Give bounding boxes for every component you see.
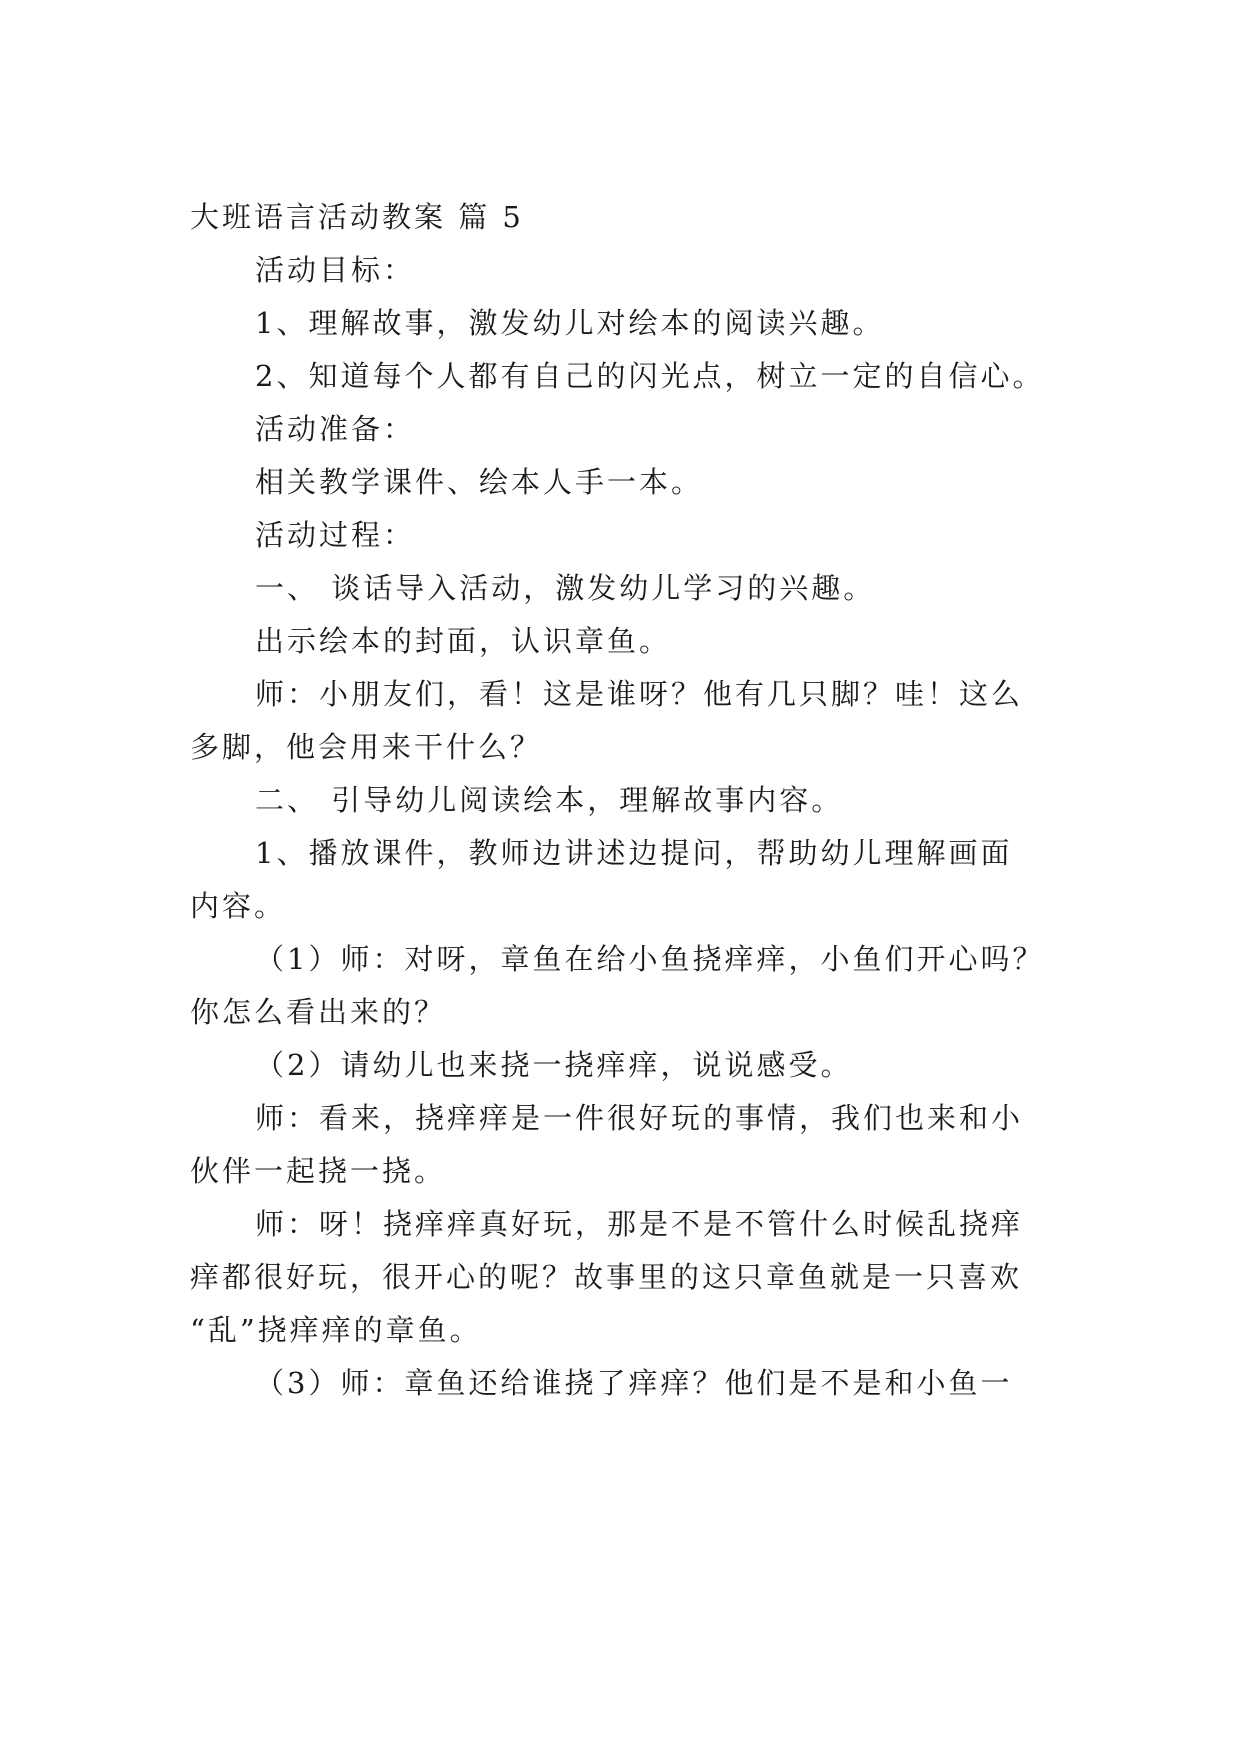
paragraph-line: 内容。 (190, 889, 287, 923)
paragraph-line: （2）请幼儿也来挠一挠痒痒，说说感受。 (255, 1048, 853, 1082)
paragraph-line: 1、播放课件，教师边讲述边提问，帮助幼儿理解画面 (255, 836, 1013, 870)
paragraph-line: “乱”挠痒痒的章鱼。 (190, 1313, 482, 1347)
process-step-2-heading: 二、 引导幼儿阅读绘本，理解故事内容。 (255, 783, 844, 817)
section-heading-goals: 活动目标： (255, 253, 416, 287)
paragraph-line: 出示绘本的封面，认识章鱼。 (255, 624, 672, 658)
paragraph-line: （1）师：对呀，章鱼在给小鱼挠痒痒，小鱼们开心吗？ (255, 942, 1045, 976)
process-step-1-heading: 一、 谈话导入活动，激发幼儿学习的兴趣。 (255, 571, 876, 605)
goal-item-1: 1、理解故事，激发幼儿对绘本的阅读兴趣。 (255, 306, 885, 340)
section-heading-process: 活动过程： (255, 518, 416, 552)
section-heading-preparation: 活动准备： (255, 412, 416, 446)
document-title: 大班语言活动教案 篇 5 (190, 200, 524, 234)
paragraph-line: 你怎么看出来的？ (190, 995, 447, 1029)
paragraph-line: 多脚，他会用来干什么？ (190, 730, 543, 764)
paragraph-line: 师：呀！挠痒痒真好玩，那是不是不管什么时候乱挠痒 (255, 1207, 1024, 1241)
paragraph-line: 师：看来，挠痒痒是一件很好玩的事情，我们也来和小 (255, 1101, 1024, 1135)
goal-item-2: 2、知道每个人都有自己的闪光点，树立一定的自信心。 (255, 359, 1045, 393)
paragraph-line: 痒都很好玩，很开心的呢？故事里的这只章鱼就是一只喜欢 (190, 1260, 1023, 1294)
paragraph-line: 师：小朋友们，看！这是谁呀？他有几只脚？哇！这么 (255, 677, 1024, 711)
paragraph-line: 伙伴一起挠一挠。 (190, 1154, 447, 1188)
paragraph-line: （3）师：章鱼还给谁挠了痒痒？他们是不是和小鱼一 (255, 1366, 1013, 1400)
preparation-text: 相关教学课件、绘本人手一本。 (255, 465, 704, 499)
